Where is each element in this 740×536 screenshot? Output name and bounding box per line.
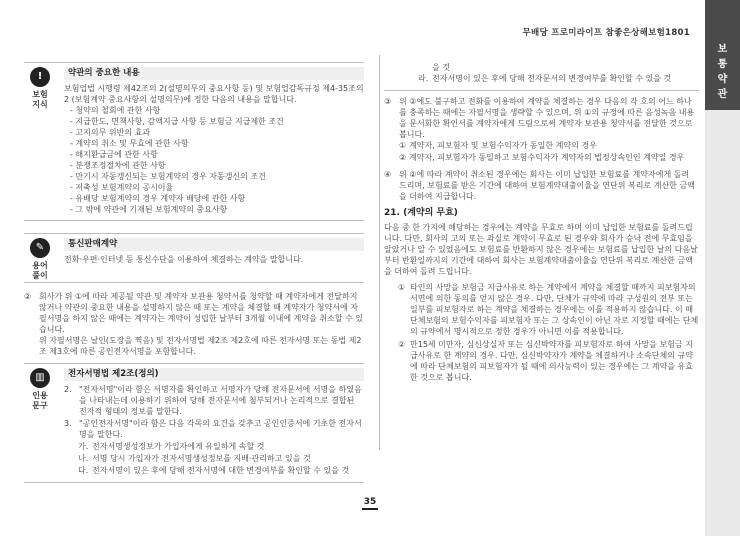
column-divider <box>379 55 380 450</box>
list-item: 2. "전자서명"이라 함은 서명자를 확인하고 서명자가 당해 전자문서에 서명을 하였음을 나타내는데 이용하기 위하여 당해 전자문서에 첨부되거나 논리적으로 결합된 전자적 형태의 정보를 말한다. <box>64 385 362 416</box>
paragraph-number: ② <box>24 292 32 301</box>
box-heading: 전자서명법 제2조(정의) <box>64 368 364 381</box>
box-term-definition <box>24 233 364 283</box>
box-heading: 약관의 중요한 내용 <box>64 67 364 80</box>
paragraph-text: 회사가 위 ①에 따라 제공될 약관 및 계약자 보관용 청약서를 청약할 때 계약자에게 전달하지 않거나 약관의 중요한 내용을 설명하지 않은 때 또는 계약을 체결할 때 계약자가 청약서에 자필서명을 하지 않은 때에는 계약자는 계약이 성립한 날부터 3개월 이내에 계약을 취소할 수 있습니다. <box>39 292 364 334</box>
list-item: ② 만15세 미만자, 심신상실자 또는 심신박약자를 피보험자로 하여 사망을 보험금 지급사유로 한 계약의 경우. 다만, 심신박약자가 계약을 체결하거나 소속단체의 규약에 따라 단체보험의 피보험자가 될 때에 의사능력이 있는 경우에는 그 계약을 유효한 것으로 봅니다. <box>398 340 693 382</box>
list-item: 가. 전자서명생성정보가 가입자에게 유일하게 속할 것 <box>78 442 265 451</box>
list-item: 라. 전자서명이 있은 후에 당해 전자문서의 변경여부를 확인할 수 있을 것 <box>418 74 672 83</box>
list-item: - 지급한도, 면책사항, 감액지급 사항 등 보험금 지급제한 조건 <box>70 117 284 126</box>
box-intro: 보험업법 시행령 제42조의 2(설명의무의 중요사항 등) 및 보험업감독규정 제4-35조의2 (보험계약 중요사항의 설명의무)에 정한 다음의 내용을 말합니다. <box>64 84 364 104</box>
list-item: 나. 서명 당시 가입자가 전자서명생성정보를 지배·관리하고 있을 것 <box>78 454 311 463</box>
side-tab-char: 관 <box>717 89 728 100</box>
left-column <box>24 62 364 491</box>
box-item-list <box>64 105 364 215</box>
list-item: - 분쟁조정절차에 관한 사항 <box>70 161 166 170</box>
list-item: - 저축성 보험계약의 공시이율 <box>70 183 174 192</box>
box-citation <box>24 363 364 483</box>
list-item: - 유배당 보험계약의 경우 계약자 배당에 관한 사항 <box>70 194 246 203</box>
box-label: 용어 풀이 <box>32 261 48 280</box>
section-text: 다음 중 한 가지에 해당하는 경우에는 계약을 무효로 하며 이미 납입한 보험료를 돌려드립니다. 다만, 회사의 고의 또는 과실로 계약이 무효로 된 경우와 회사가 승낙 전에 무효임을 알았거나 알 수 있었음에도 보험료를 반환하지 않은 경우에는 보험료를 납입한 날의 다음날부터 반환일까지의 기간에 대하여 회사는 보험계약대출이율을 연단위 복리로 계산한 금액을 더하여 돌려 드립니다. <box>384 223 698 276</box>
header-title: 무배당 프로미라이프 참좋은상해보험1801 <box>522 28 690 38</box>
sub-item-list <box>64 441 364 476</box>
list-item: ① 계약자, 피보험자 및 보험수익자가 동일한 계약의 경우 <box>399 141 597 150</box>
list-item: - 청약의 철회에 관한 사항 <box>70 106 161 115</box>
page-number: 35 <box>0 497 740 510</box>
paragraph-3: ③ 위 ②에도 불구하고 전화를 이용하여 계약을 체결하는 경우 다음의 각 호의 어느 하나를 충족하는 때에는 자필서명을 생략할 수 있으며, 위 ①의 규정에 따른 음성녹음 내용을 문서화한 확인서를 계약자에게 드림으로써 계약자 보관용 청약서를 전달한 것으로 봅니다. ① 계약자, 피보험자 및 보험수익자가 동일한 계약의 경우 ② 계약자, 피보험자가 동일하고 보험수익자가 계약자의 법정상속인인 계약일 경우 <box>384 96 699 164</box>
box-important-content <box>24 62 364 221</box>
paragraph-text: 위 자필서명은 날인(도장을 찍음) 및 전자서명법 제2조 제2호에 따른 전자서명 또는 동법 제2조 제3호에 따른 공인전자서명을 포함합니다. <box>39 336 362 356</box>
side-tab-char: 보 <box>717 44 728 55</box>
continued-text: 을 것 <box>432 63 450 72</box>
box-bottom-rule <box>384 90 699 91</box>
side-tab-char: 약 <box>717 74 728 85</box>
list-item: - 그 밖에 약관에 기재된 보험계약의 중요사항 <box>70 205 228 214</box>
exclamation-icon: ! <box>30 67 50 87</box>
side-section-tab[interactable] <box>705 0 740 110</box>
list-item: - 고지의무 위반의 효과 <box>70 128 151 137</box>
list-item: 다. 전자서명이 있은 후에 당해 전자서명에 대한 변경여부를 확인할 수 있을 것 <box>78 466 350 475</box>
paragraph-2 <box>24 291 364 357</box>
list-item: ① 타인의 사망을 보험금 지급사유로 하는 계약에서 계약을 체결할 때까지 피보험자의 서면에 의한 동의를 얻지 않은 경우. 다만, 단체가 규약에 따라 구성원의 전부 또는 일부를 피보험자로 하는 계약을 체결하는 경우에는 이를 적용하지 않습니다. 이 때 단체보험의 보험수익자를 피보험자 또는 그 상속인이 아닌 자로 지정할 때에는 단체의 규약에서 명시적으로 정한 경우가 아니면 이를 적용합니다. <box>398 283 699 336</box>
side-tab-char: 통 <box>717 59 728 70</box>
box-label: 인용 문구 <box>32 391 48 410</box>
book-icon: ▥ <box>30 368 50 388</box>
paragraph-4: ④ 위 ②에 따라 계약이 취소된 경우에는 회사는 이미 납입한 보험료를 계약자에게 돌려 드리며, 보험료를 받은 기간에 대하여 보험계약대출이율을 연단위 복리로 계산한 금액을 더하여 지급합니다. <box>384 170 695 201</box>
list-item: 3. "공인전자서명"이라 함은 다음 각목의 요건을 갖추고 공인인증서에 기초한 전자서명을 말한다. <box>64 419 362 439</box>
box-heading: 통신판매계약 <box>64 238 364 251</box>
box-label: 보험 지식 <box>32 90 48 109</box>
section-item-list <box>384 282 699 383</box>
paragraph-text: 위 ②에도 불구하고 전화를 이용하여 계약을 체결하는 경우 다음의 각 호의 어느 하나를 충족하는 때에는 자필서명을 생략할 수 있으며, 위 ①의 규정에 따른 음성녹음 내용을 문서화한 확인서를 계약자에게 드림으로써 계약자 보관용 청약서를 전달한 것으로 봅니다. <box>399 97 695 139</box>
right-column <box>384 62 699 384</box>
pencil-icon: ✎ <box>30 238 50 258</box>
list-item: ② 계약자, 피보험자가 동일하고 보험수익자가 계약자의 법정상속인인 계약일 경우 <box>399 153 685 162</box>
box-text: 전화·우편·인터넷 등 통신수단을 이용하여 체결하는 계약을 말합니다. <box>64 255 304 264</box>
list-item: - 해지환급금에 관한 사항 <box>70 150 158 159</box>
side-strip <box>705 110 740 536</box>
list-item: - 만기시 자동갱신되는 보험계약의 경우 자동갱신의 조건 <box>70 172 266 181</box>
list-item: - 계약의 취소 및 무효에 관한 사항 <box>70 139 189 148</box>
section-title: 21. (계약의 무효) <box>384 208 458 218</box>
